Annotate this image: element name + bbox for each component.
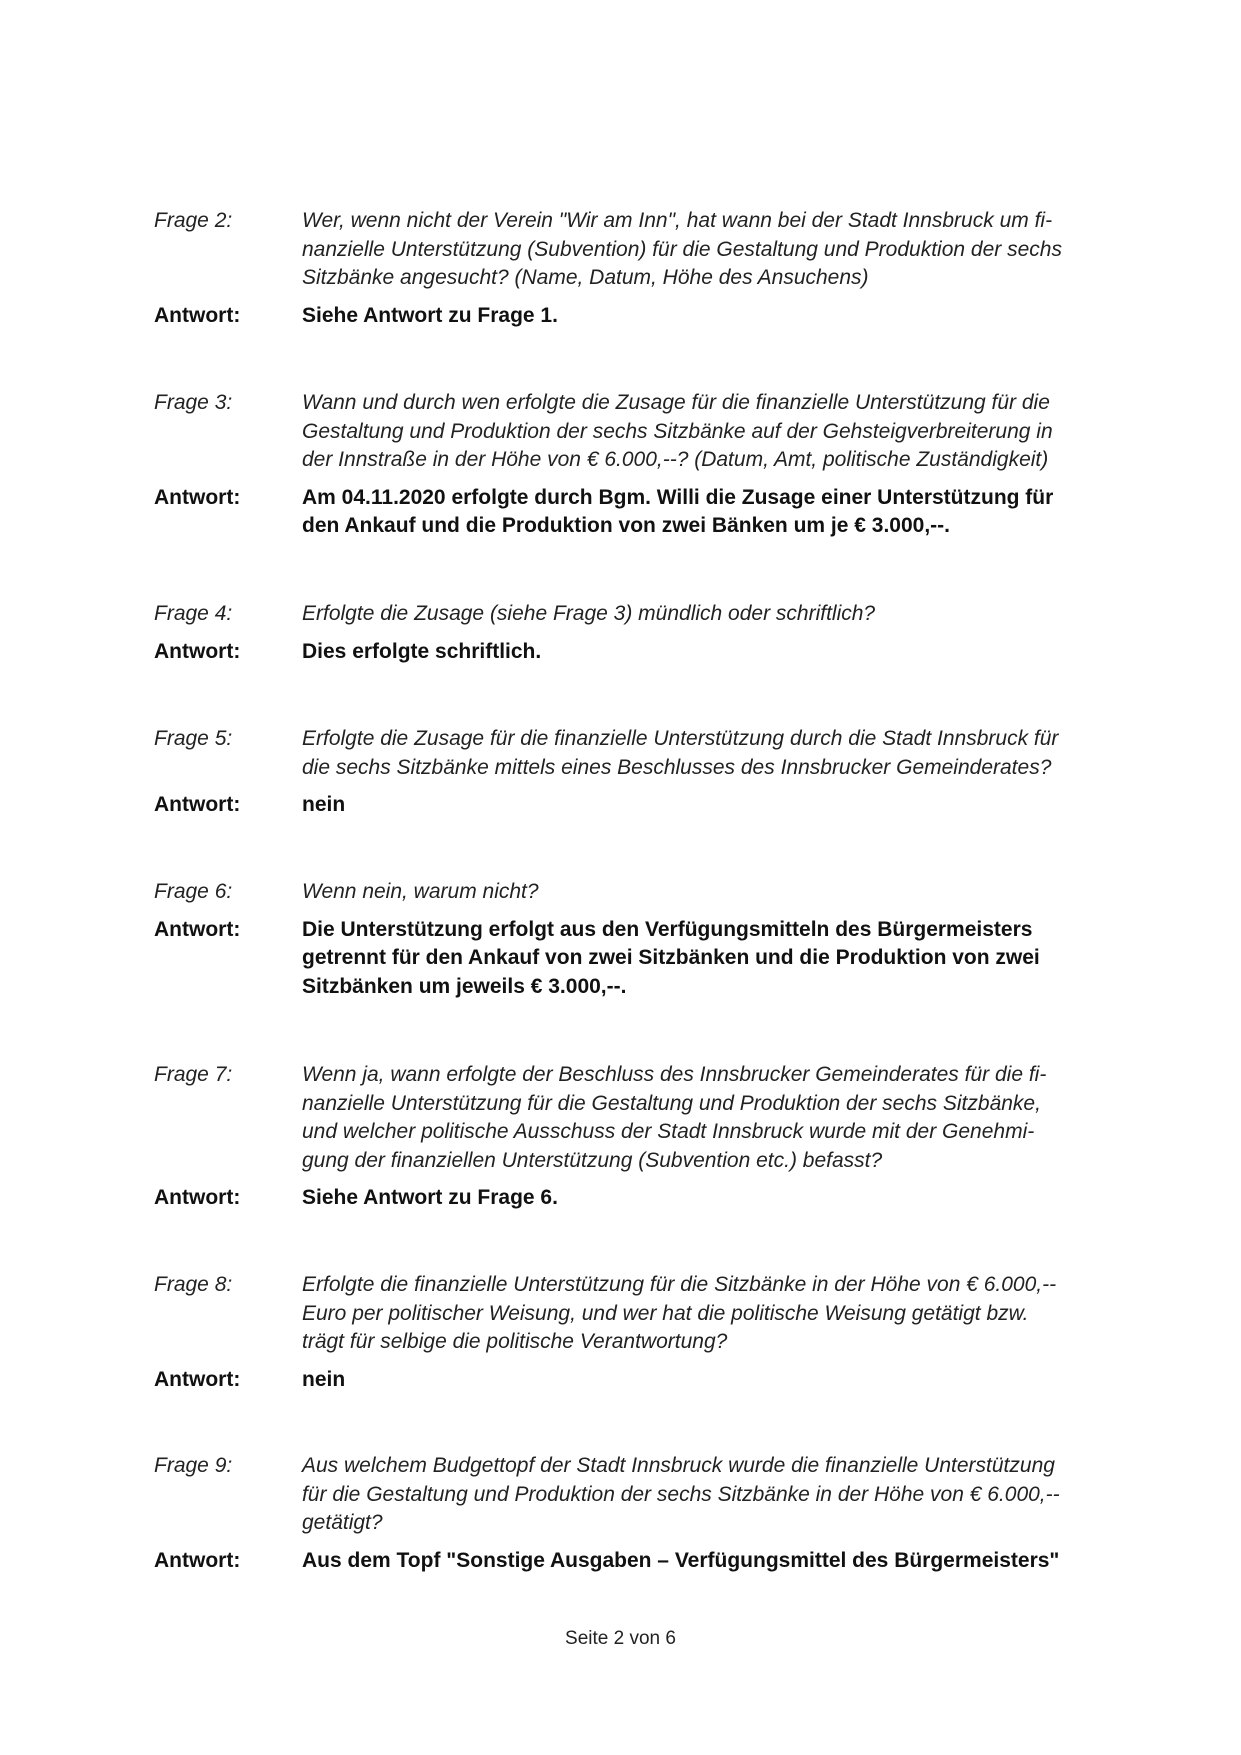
answer-label: Antwort: xyxy=(154,1548,241,1572)
question-label: Frage 5: xyxy=(154,727,233,750)
question-text: Erfolgte die Zusage für die finanzielle Unterstützung durch die Stadt Innsbruck für die sechs Sitzbänke mittels eines Beschlusses des Innsbrucker Gemeinderates? xyxy=(302,727,1059,779)
answer-text: Siehe Antwort zu Frage 6. xyxy=(302,1186,558,1209)
answer-row xyxy=(0,1184,1241,1213)
question-label: Frage 9: xyxy=(154,1454,233,1477)
question-row xyxy=(0,207,1241,293)
answer-label: Antwort: xyxy=(154,1186,241,1209)
question-row xyxy=(0,1271,1241,1357)
answer-text: Aus dem Topf "Sonstige Ausgaben – Verfügungsmittel des Bürgermeisters" xyxy=(302,1548,1060,1572)
page-number-footer: Seite 2 von 6 xyxy=(565,1628,676,1649)
qa-block-frage-7 xyxy=(0,1061,1241,1213)
answer-label: Antwort: xyxy=(154,793,241,816)
qa-block-frage-3 xyxy=(0,389,1241,541)
answer-text: Siehe Antwort zu Frage 1. xyxy=(302,303,558,327)
question-row xyxy=(0,1452,1241,1538)
answer-row xyxy=(0,1366,1241,1395)
question-label: Frage 2: xyxy=(154,209,233,232)
answer-label: Antwort: xyxy=(154,639,241,663)
question-text: Aus welchem Budgettopf der Stadt Innsbruck wurde die finanzielle Unterstützung für die Gestaltung und Produktion der sechs Sitzbänke in der Höhe von € 6.000,-- getätigt? xyxy=(302,1454,1060,1534)
question-text: Wann und durch wen erfolgte die Zusage für die finanzielle Unterstützung für die Gestaltung und Produktion der sechs Sitzbänke auf der Gehsteigverbreiterung in der Innstraße in der Höhe von € 6.000,--? (Datum, Amt, politische Zuständigkeit) xyxy=(302,391,1053,471)
question-label: Frage 6: xyxy=(154,880,233,903)
question-row xyxy=(0,600,1241,629)
answer-row xyxy=(0,302,1241,331)
question-label: Frage 4: xyxy=(154,602,233,625)
answer-row xyxy=(0,791,1241,820)
question-text: Wenn ja, wann erfolgte der Beschluss des Innsbrucker Gemeinderates für die fi- nanzielle Unterstützung für die Gestaltung und Produktion der sechs Sitzbänke, und welcher politische Ausschuss der Stadt Innsbruck wurde mit der Genehmi- gung der finanziellen Unterstützung (Subvention etc.) befasst? xyxy=(302,1063,1047,1172)
answer-label: Antwort: xyxy=(154,485,241,509)
question-text: Erfolgte die Zusage (siehe Frage 3) mündlich oder schriftlich? xyxy=(302,602,876,625)
answer-row xyxy=(0,916,1241,1002)
answer-text: nein xyxy=(302,793,346,816)
qa-block-frage-8 xyxy=(0,1271,1241,1394)
answer-text: nein xyxy=(302,1367,346,1391)
qa-block-frage-6 xyxy=(0,878,1241,1001)
question-text: Erfolgte die finanzielle Unterstützung für die Sitzbänke in der Höhe von € 6.000,-- Euro per politischer Weisung, und wer hat die politische Weisung getätigt bzw. trägt für selbige die politische Verantwortung? xyxy=(302,1273,1057,1353)
answer-row xyxy=(0,638,1241,667)
answer-text: Am 04.11.2020 erfolgte durch Bgm. Willi die Zusage einer Unterstützung für den Ankauf und die Produktion von zwei Bänken um je € 3.000,--. xyxy=(302,485,1054,537)
answer-label: Antwort: xyxy=(154,1367,241,1391)
question-label: Frage 7: xyxy=(154,1063,233,1086)
question-row xyxy=(0,725,1241,782)
answer-text: Die Unterstützung erfolgt aus den Verfügungsmitteln des Bürgermeisters getrennt für den Ankauf von zwei Sitzbänken und die Produktion von zwei Sitzbänken um jeweils € 3.000,--. xyxy=(302,917,1040,998)
question-row xyxy=(0,1061,1241,1175)
question-text: Wenn nein, warum nicht? xyxy=(302,880,539,903)
qa-block-frage-9 xyxy=(0,1452,1241,1575)
question-text: Wer, wenn nicht der Verein "Wir am Inn", hat wann bei der Stadt Innsbruck um fi- nanzielle Unterstützung (Subvention) für die Gestaltung und Produktion der sechs Sitzbänke angesucht? (Name, Datum, Höhe des Ansuchens) xyxy=(302,209,1062,289)
question-row xyxy=(0,878,1241,907)
qa-block-frage-4 xyxy=(0,600,1241,666)
qa-block-frage-2 xyxy=(0,207,1241,330)
answer-label: Antwort: xyxy=(154,917,241,941)
question-label: Frage 3: xyxy=(154,391,233,414)
qa-block-frage-5 xyxy=(0,725,1241,820)
answer-row xyxy=(0,1547,1241,1576)
answer-row xyxy=(0,484,1241,541)
question-row xyxy=(0,389,1241,475)
answer-text: Dies erfolgte schriftlich. xyxy=(302,639,542,663)
answer-label: Antwort: xyxy=(154,303,241,327)
question-label: Frage 8: xyxy=(154,1273,233,1296)
